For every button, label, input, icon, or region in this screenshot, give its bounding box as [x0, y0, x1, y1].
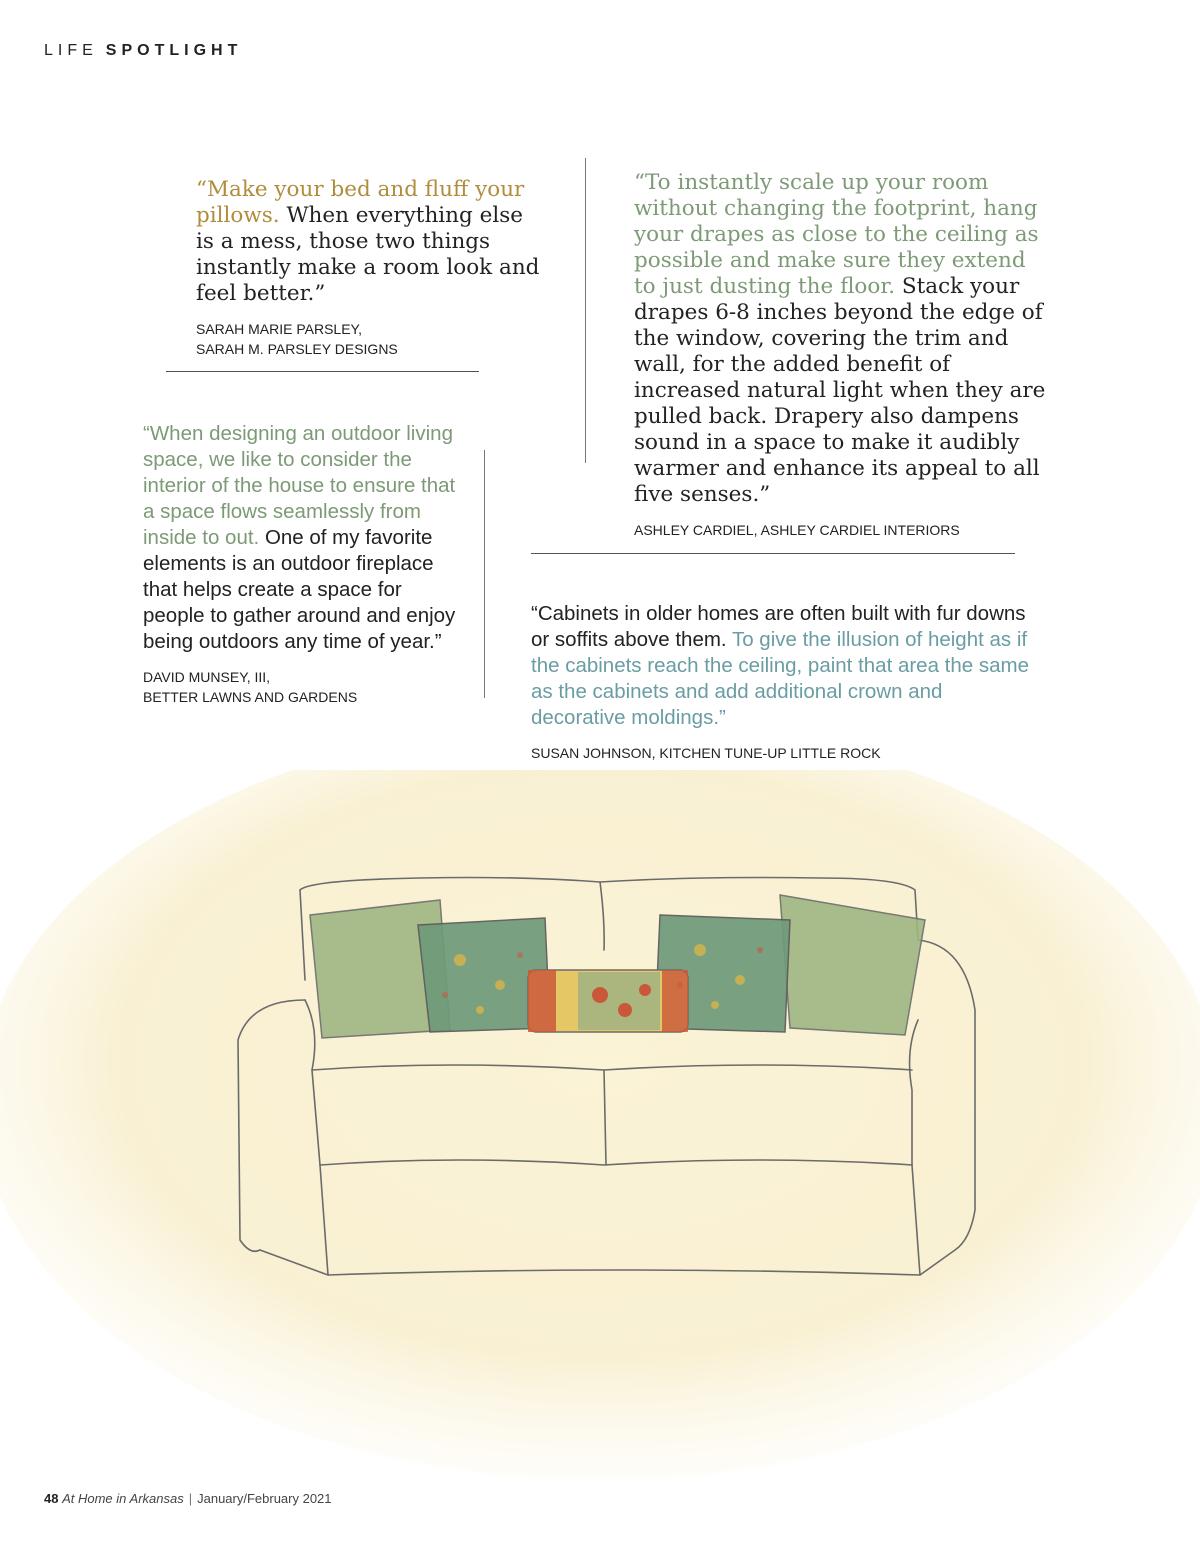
quote-munsey — [143, 421, 458, 707]
issue-date: January/February 2021 — [197, 1491, 332, 1506]
sofa-illustration — [0, 770, 1200, 1490]
quote-johnson — [531, 601, 1031, 763]
divider-rule — [531, 553, 1015, 554]
section-header — [44, 42, 242, 60]
footer-separator: | — [188, 1491, 193, 1506]
sage-pillow-right — [780, 895, 925, 1035]
quote-johnson-highlight: To give the illusion of height as if the cabinets reach the ceiling, paint that area the same as the cabinets and add additional crown and decorative moldings.” — [531, 628, 1030, 729]
magazine-name: At Home in Arkansas — [62, 1491, 184, 1506]
quote-munsey-text: One of my favorite elements is an outdoor fireplace that helps create a space for people to gather around and enjoy being outdoors any time of year.” — [143, 526, 456, 653]
attribution-name: SARAH MARIE PARSLEY, — [196, 321, 362, 337]
quote-johnson-body — [531, 601, 1031, 731]
quote-parsley-attribution — [196, 319, 546, 359]
page-number: 48 — [44, 1491, 59, 1506]
quote-parsley — [196, 177, 546, 359]
column-divider — [585, 158, 586, 463]
quote-johnson-attribution: SUSAN JOHNSON, KITCHEN TUNE-UP LITTLE ROCK — [531, 745, 881, 761]
divider-rule — [166, 371, 479, 372]
bolster-pillow — [528, 970, 688, 1032]
attribution-company: SARAH M. PARSLEY DESIGNS — [196, 341, 398, 357]
quote-cardiel-highlight: “To instantly scale up your room without changing the footprint, hang your drapes as close to the ceiling as possible and make sure they extend to just dusting the floor. — [634, 170, 1039, 299]
attribution-name: DAVID MUNSEY, III, — [143, 669, 271, 685]
column-divider — [484, 450, 485, 698]
quote-munsey-attribution — [143, 667, 458, 707]
quote-munsey-body — [143, 421, 458, 655]
section-title: SPOTLIGHT — [105, 42, 243, 59]
attribution-company: BETTER LAWNS AND GARDENS — [143, 689, 358, 705]
quote-parsley-highlight: “Make your bed and fluff your pillows. — [196, 177, 525, 228]
section-label: LIFE — [44, 42, 98, 59]
quote-cardiel-text: Stack your drapes 6-8 inches beyond the edge of the window, covering the trim and wall, for the added benefit of increased natural light when they are pulled back. Drapery also dampens sound in a space to make it audibly warmer and enhance its appeal to all five senses.” — [634, 274, 1046, 507]
quote-parsley-text: When everything else is a mess, those two things instantly make a room look and feel better.” — [196, 203, 540, 306]
quote-munsey-highlight: “When designing an outdoor living space, we like to consider the interior of the house to ensure that a space flows seamlessly from inside to out. — [143, 422, 456, 549]
quote-cardiel-attribution: ASHLEY CARDIEL, ASHLEY CARDIEL INTERIORS — [634, 522, 960, 538]
page-footer — [44, 1491, 332, 1506]
quote-parsley-body — [196, 177, 546, 307]
watercolor-wash — [0, 770, 1200, 1480]
quote-johnson-text: “Cabinets in older homes are often built with fur downs or soffits above them. — [531, 602, 1026, 651]
quote-cardiel — [634, 170, 1054, 540]
quote-cardiel-body — [634, 170, 1054, 508]
